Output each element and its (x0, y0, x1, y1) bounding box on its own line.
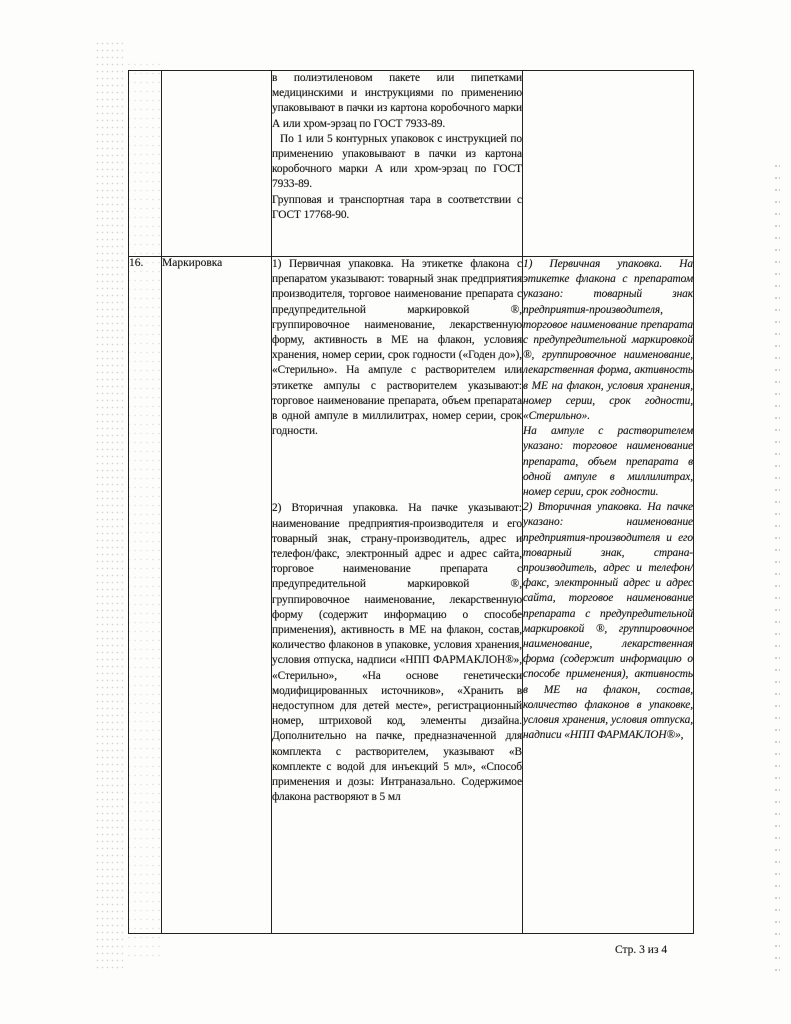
specification-table (128, 70, 694, 934)
table-row-packaging (129, 71, 694, 257)
spec-secondary-text: 2) Вторичная упаковка. На пачке указано: наименование предприятия-производителя и его товарный знак, страна-производитель, адрес и телефон/факс, электронный адрес и адрес сайта, торговое наименование препарата с предупредительной маркировкой ®, группировочное наименование, лекарственная форма (содержит информацию о способе применения), активность в МЕ на флакон, состав, количество флаконов в упаковке, условия хранения, условия отпуска, надписи «НПП ФАРМАКЛОН®», (523, 501, 693, 742)
marking-primary-text: 1) Первичная упаковка. На этикетке флакона с препаратом указывают: товарный знак предприятия производителя, торговое наименование препарата с предупредительной маркировкой ®, группировочное наименование, лекарственную форму, активность в МЕ на флакон, условия хранения, номер серии, срок годности («Годен до»), «Стерильно». На ампуле с растворителем или этикетке ампулы с растворителем указывают: торговое наименование препарата, объем препарата в одной ампуле в миллилитрах, номер серии, срок годности. (272, 258, 522, 438)
spec-ampoule-text: На ампуле с растворителем указано: торговое наименование препарата, объем препарата в одной ампуле в миллилитрах, номер серии, срок годности. (523, 425, 693, 499)
spec-primary-text: 1) Первичная упаковка. На этикетке флакона с препаратом указано: товарный знак предприятия-производителя, торговое наименование препарата с предупредительной маркировкой ®, группировочное наименование, лекарственная форма, активность в МЕ на флакон, условия хранения, номер серии, срок годности, «Стерильно». (523, 258, 693, 423)
page-number-footer: Стр. 3 из 4 (615, 944, 668, 956)
packaging-paragraph-1: в полиэтиленовом пакете или пипетками медицинскими и инструкциями по применению упаковывают в пачки из картона коробочного марки А или хром-эрзац по ГОСТ 7933-89. (272, 72, 522, 130)
marking-spec-cell (523, 257, 694, 934)
packaging-paragraph-3: Групповая и транспортная тара в соответствии с ГОСТ 17768-90. (272, 193, 522, 221)
marking-secondary-text: 2) Вторичная упаковка. На пачке указывают: наименование предприятия-производителя и его товарный знак, страну-производитель, адрес и телефон/факс, электронный адрес и адрес сайта, торговое наименование препарата с предупредительной маркировкой ®, группировочное наименование, лекарственную форму (содержит информацию о способе применения), активность в МЕ на флакон, состав, количество флаконов в упаковке, условия хранения, условия отпуска, надписи «НПП ФАРМАКЛОН®», «Стерильно», «На основе генетически модифицированных источников», «Хранить в недоступном для детей месте», регистрационный номер, штриховой код, элементы дизайна. Дополнительно на пачке, предназначенной для комплекта с растворителем, указывают «В комплекте с водой для инъекций 5 мл», «Способ применения и дозы: Интраназально. Содержимое флакона растворяют в 5 мл (272, 502, 522, 804)
packaging-text-cell (272, 71, 523, 257)
packaging-spec-cell (523, 71, 694, 257)
row-name-cell (162, 71, 272, 257)
scan-noise-right (774, 160, 780, 980)
marking-name-cell: Маркировка (162, 257, 272, 934)
marking-number-cell: 16. (129, 257, 162, 934)
packaging-paragraph-2: По 1 или 5 контурных упаковок с инструкцией по применению упаковывают в пачки из картона коробочного марки А или хром-эрзац по ГОСТ 7933-89. (272, 132, 522, 191)
row-number-cell (129, 71, 162, 257)
scan-noise-left (95, 40, 123, 970)
marking-text-cell (272, 257, 523, 934)
paragraph-gap (272, 439, 522, 501)
table-row-marking (129, 257, 694, 934)
